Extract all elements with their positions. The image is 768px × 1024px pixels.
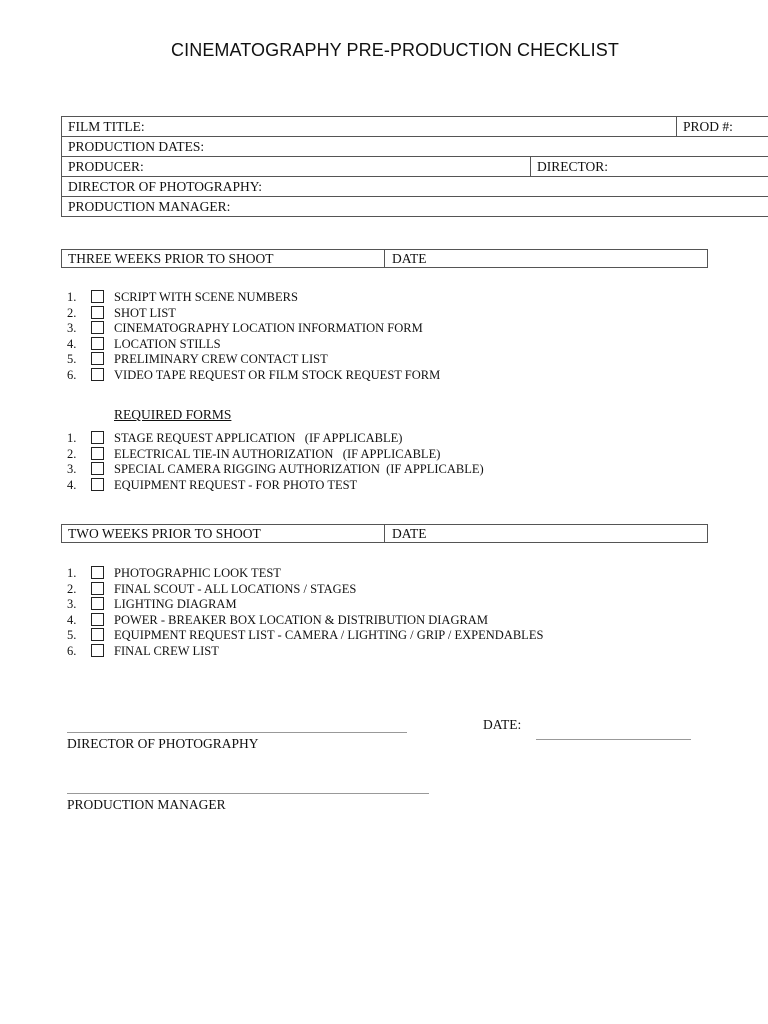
item-number: 6. — [67, 643, 77, 658]
pm-signature-label: PRODUCTION MANAGER — [67, 797, 226, 812]
item-label: CINEMATOGRAPHY LOCATION INFORMATION FORM — [114, 321, 423, 335]
checkbox[interactable] — [91, 337, 104, 350]
item-number: 3. — [67, 462, 77, 476]
item-label: VIDEO TAPE REQUEST OR FILM STOCK REQUEST FORM — [114, 367, 441, 382]
item-number: 2. — [67, 581, 77, 596]
item-label: STAGE REQUEST APPLICATION (IF APPLICABLE) — [114, 431, 403, 445]
checkbox[interactable] — [91, 613, 104, 626]
section-divider — [384, 525, 385, 542]
item-label: SPECIAL CAMERA RIGGING AUTHORIZATION (IF APPLICABLE) — [114, 462, 484, 476]
two-weeks-date-field[interactable]: DATE — [392, 526, 427, 541]
item-label: EQUIPMENT REQUEST LIST - CAMERA / LIGHTING / GRIP / EXPENDABLES — [114, 628, 544, 642]
item-label: SHOT LIST — [114, 305, 176, 320]
item-number: 5. — [67, 628, 77, 642]
checkbox[interactable] — [91, 431, 104, 444]
three-weeks-checklist — [67, 290, 440, 383]
checkbox[interactable] — [91, 462, 104, 475]
checkbox[interactable] — [91, 321, 104, 334]
list-item — [67, 337, 440, 353]
item-label: PRELIMINARY CREW CONTACT LIST — [114, 352, 328, 366]
checkbox[interactable] — [91, 290, 104, 303]
prod-number-field[interactable]: PROD #: — [677, 117, 768, 137]
checkbox[interactable] — [91, 582, 104, 595]
two-weeks-header — [61, 524, 708, 543]
item-number: 5. — [67, 352, 77, 366]
list-item — [67, 321, 440, 337]
film-title-field[interactable]: FILM TITLE: — [62, 117, 677, 137]
three-weeks-date-field[interactable]: DATE — [392, 251, 427, 266]
list-item — [67, 613, 543, 629]
list-item — [67, 597, 543, 613]
checkbox[interactable] — [91, 628, 104, 641]
three-weeks-header — [61, 249, 708, 268]
item-label: FINAL CREW LIST — [114, 643, 219, 658]
item-number: 1. — [67, 431, 77, 445]
required-forms-checklist — [67, 431, 484, 493]
dop-signature-line[interactable] — [67, 732, 407, 733]
two-weeks-heading: TWO WEEKS PRIOR TO SHOOT — [68, 526, 261, 541]
item-label: PHOTOGRAPHIC LOOK TEST — [114, 566, 281, 580]
item-number: 4. — [67, 336, 77, 351]
item-number: 3. — [67, 597, 77, 611]
item-label: ELECTRICAL TIE-IN AUTHORIZATION (IF APPLICABLE) — [114, 446, 441, 461]
list-item — [67, 290, 440, 306]
three-weeks-heading: THREE WEEKS PRIOR TO SHOOT — [68, 251, 274, 266]
two-weeks-checklist — [67, 566, 543, 659]
list-item — [67, 628, 543, 644]
production-manager-field[interactable]: PRODUCTION MANAGER: — [62, 197, 768, 217]
item-label: FINAL SCOUT - ALL LOCATIONS / STAGES — [114, 581, 357, 596]
page-title: CINEMATOGRAPHY PRE-PRODUCTION CHECKLIST — [171, 40, 619, 60]
item-number: 4. — [67, 477, 77, 492]
item-number: 4. — [67, 612, 77, 627]
checkbox[interactable] — [91, 478, 104, 491]
item-label: EQUIPMENT REQUEST - FOR PHOTO TEST — [114, 477, 358, 492]
item-number: 6. — [67, 367, 77, 382]
checkbox[interactable] — [91, 644, 104, 657]
checkbox[interactable] — [91, 597, 104, 610]
item-number: 1. — [67, 290, 77, 304]
date-signature-line[interactable] — [536, 739, 691, 740]
item-label: SCRIPT WITH SCENE NUMBERS — [114, 290, 298, 304]
list-item — [67, 644, 543, 660]
list-item — [67, 447, 484, 463]
list-item — [67, 462, 484, 478]
item-number: 1. — [67, 566, 77, 580]
list-item — [67, 352, 440, 368]
item-label: LOCATION STILLS — [114, 336, 221, 351]
checkbox[interactable] — [91, 447, 104, 460]
checkbox[interactable] — [91, 352, 104, 365]
item-number: 3. — [67, 321, 77, 335]
required-forms-heading: REQUIRED FORMS — [114, 407, 232, 422]
dop-field[interactable]: DIRECTOR OF PHOTOGRAPHY: — [62, 177, 768, 197]
production-dates-field[interactable]: PRODUCTION DATES: — [62, 137, 768, 157]
checkbox[interactable] — [91, 306, 104, 319]
item-label: POWER - BREAKER BOX LOCATION & DISTRIBUTION DIAGRAM — [114, 612, 488, 627]
director-field[interactable]: DIRECTOR: — [531, 157, 768, 177]
list-item — [67, 368, 440, 384]
item-number: 2. — [67, 446, 77, 461]
list-item — [67, 478, 484, 494]
production-info-table — [61, 116, 768, 217]
date-label: DATE: — [483, 717, 522, 732]
dop-signature-label: DIRECTOR OF PHOTOGRAPHY — [67, 736, 259, 751]
list-item — [67, 431, 484, 447]
checkbox[interactable] — [91, 368, 104, 381]
list-item — [67, 582, 543, 598]
list-item — [67, 306, 440, 322]
producer-field[interactable]: PRODUCER: — [62, 157, 531, 177]
section-divider — [384, 250, 385, 267]
item-label: LIGHTING DIAGRAM — [114, 597, 237, 611]
list-item — [67, 566, 543, 582]
item-number: 2. — [67, 305, 77, 320]
pm-signature-line[interactable] — [67, 793, 429, 794]
checkbox[interactable] — [91, 566, 104, 579]
